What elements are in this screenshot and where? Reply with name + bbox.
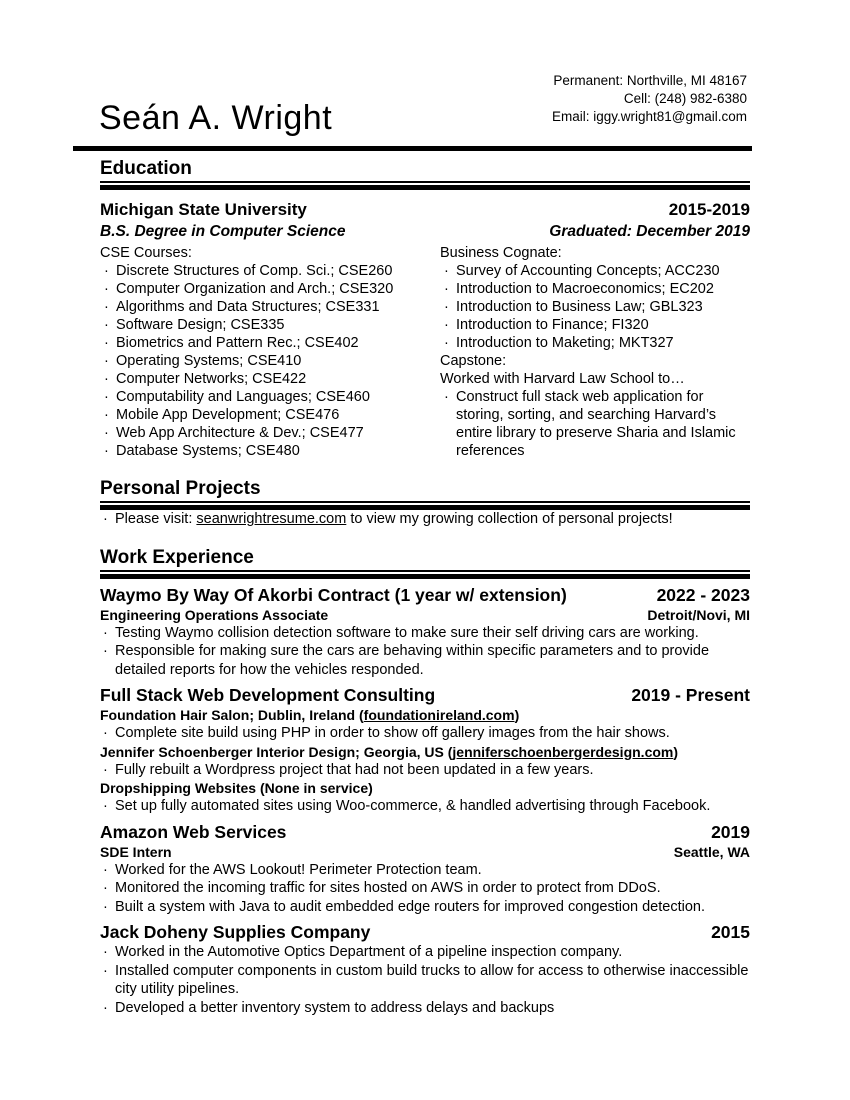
business-cognate-column [440, 244, 750, 460]
job-role: SDE Intern [100, 843, 172, 860]
contact-email: Email: iggy.wright81@gmail.com [551, 109, 747, 124]
job-title: Amazon Web Services [100, 821, 287, 842]
cse-courses-label: CSE Courses: [100, 245, 192, 261]
client-label [100, 779, 750, 797]
list-item: · Testing Waymo collision detection software to make sure their self driving cars are working. [100, 624, 750, 643]
section-rule [100, 574, 750, 579]
client-name: Dropshipping Websites (None in service) [100, 780, 373, 796]
job-title-row [100, 584, 750, 606]
list-item: · Installed computer components in custom build trucks to allow for access to otherwise inaccessible city utility pipelines. [100, 962, 750, 999]
list-item: · Discrete Structures of Comp. Sci.; CSE260 [100, 262, 440, 280]
capstone-intro: Worked with Harvard Law School to… [440, 371, 685, 387]
job-title: Jack Doheny Supplies Company [100, 922, 371, 942]
list-item: · Built a system with Java to audit embedded edge routers for improved congestion detection. [100, 898, 750, 917]
education-heading: Education [100, 157, 750, 183]
list-item: · Monitored the incoming traffic for sites hosted on AWS in order to protect from DDoS. [100, 879, 750, 898]
list-item: · Database Systems; CSE480 [100, 442, 440, 460]
resume-body [100, 157, 750, 1017]
pp-text-prefix: Please visit: [115, 511, 197, 527]
client-site-link[interactable]: foundationireland.com [363, 707, 515, 723]
capstone-label: Capstone: [440, 353, 507, 369]
job-dates: 2019 - Present [631, 685, 750, 705]
business-cognate-list [440, 262, 750, 352]
job-role: Engineering Operations Associate [100, 606, 329, 623]
job-title-row [100, 821, 750, 843]
personal-site-link[interactable]: seanwrightresume.com [196, 511, 347, 527]
job-title: Waymo By Way Of Akorbi Contract (1 year w/ extension) [100, 584, 567, 605]
job-entry-aws [100, 821, 750, 917]
list-item: · Worked in the Automotive Optics Department of a pipeline inspection company. [100, 943, 750, 962]
job-location: Detroit/Novi, MI [647, 606, 750, 623]
list-item [100, 510, 750, 529]
job-entry-consulting [100, 684, 750, 816]
school-name: Michigan State University [100, 200, 307, 219]
job-title-row [100, 684, 750, 706]
job-dates: 2015 [711, 922, 750, 942]
list-item: · Algorithms and Data Structures; CSE331 [100, 298, 440, 316]
list-item: · Introduction to Business Law; GBL323 [440, 298, 750, 316]
job-bullet-list [100, 861, 750, 917]
list-item: · Computability and Languages; CSE460 [100, 388, 440, 406]
education-columns [100, 244, 750, 460]
list-item: · Developed a better inventory system to address delays and backups [100, 999, 750, 1018]
job-dates: 2022 - 2023 [656, 584, 750, 605]
job-bullet-list [100, 624, 750, 680]
contact-address: Permanent: Northville, MI 48167 [553, 73, 747, 88]
job-subtitle-row [100, 606, 750, 624]
capstone-list [440, 388, 750, 460]
contact-block [552, 72, 747, 126]
education-degree-row [100, 222, 750, 241]
client-site-link[interactable]: jenniferschoenbergerdesign.com [452, 743, 674, 760]
work-experience-heading: Work Experience [100, 546, 750, 572]
work-experience-section [100, 546, 750, 1018]
job-dates: 2019 [711, 821, 750, 842]
education-school-row [100, 199, 750, 220]
cse-courses-column [100, 244, 440, 460]
personal-projects-section [100, 477, 750, 529]
list-item: · Complete site build using PHP in order to show off gallery images from the hair shows. [100, 724, 750, 743]
list-item: · Introduction to Maketing; MKT327 [440, 334, 750, 352]
header-divider [73, 146, 752, 151]
education-section [100, 157, 750, 460]
section-rule [100, 185, 750, 190]
client-label [100, 706, 750, 724]
cse-courses-list [100, 262, 440, 460]
personal-projects-heading: Personal Projects [100, 477, 750, 503]
list-item: · Introduction to Macroeconomics; EC202 [440, 280, 750, 298]
person-name: Seán A. Wright [99, 99, 333, 137]
client-label [100, 743, 750, 761]
job-entry-jack-doheny [100, 921, 750, 1017]
client-bullet-list [100, 724, 750, 743]
job-location: Seattle, WA [673, 843, 750, 860]
job-entry-waymo [100, 584, 750, 680]
client-bullet-list [100, 761, 750, 780]
personal-projects-list [100, 510, 750, 529]
list-item: · Responsible for making sure the cars are behaving within specific parameters and to provide detailed reports for how the vehicles responded. [100, 642, 750, 679]
list-item: · Software Design; CSE335 [100, 316, 440, 334]
list-item: · Survey of Accounting Concepts; ACC230 [440, 262, 750, 280]
list-item: · Computer Organization and Arch.; CSE320 [100, 280, 440, 298]
pp-text-suffix: to view my growing collection of personal projects! [346, 511, 673, 527]
job-title-row [100, 921, 750, 943]
list-item: · Operating Systems; CSE410 [100, 352, 440, 370]
school-dates: 2015-2019 [668, 200, 750, 219]
list-item: · Worked for the AWS Lookout! Perimeter Protection team. [100, 861, 750, 880]
contact-phone: Cell: (248) 982-6380 [623, 91, 747, 106]
business-cognate-label: Business Cognate: [440, 245, 562, 261]
list-item: · Computer Networks; CSE422 [100, 370, 440, 388]
list-item: · Introduction to Finance; FI320 [440, 316, 750, 334]
client-label-suffix: ) [673, 743, 679, 760]
list-item: · Fully rebuilt a Wordpress project that had not been updated in a few years. [100, 761, 750, 780]
client-name: Foundation Hair Salon; Dublin, Ireland ( [100, 707, 364, 723]
job-title: Full Stack Web Development Consulting [100, 685, 436, 705]
list-item: · Construct full stack web application for storing, sorting, and searching Harvard’s entire library to preserve Sharia and Islamic references [440, 388, 750, 460]
list-item: · Biometrics and Pattern Rec.; CSE402 [100, 334, 440, 352]
client-bullet-list [100, 797, 750, 816]
job-subtitle-row [100, 843, 750, 861]
client-label-suffix: ) [514, 707, 520, 723]
job-bullet-list [100, 943, 750, 1017]
list-item: · Mobile App Development; CSE476 [100, 406, 440, 424]
list-item: · Set up fully automated sites using Woo-commerce, & handled advertising through Facebook. [100, 797, 750, 816]
client-name: Jennifer Schoenberger Interior Design; Georgia, US ( [100, 743, 453, 760]
graduation-date: Graduated: December 2019 [549, 223, 750, 240]
list-item: · Web App Architecture & Dev.; CSE477 [100, 424, 440, 442]
degree-name: B.S. Degree in Computer Science [100, 223, 346, 240]
